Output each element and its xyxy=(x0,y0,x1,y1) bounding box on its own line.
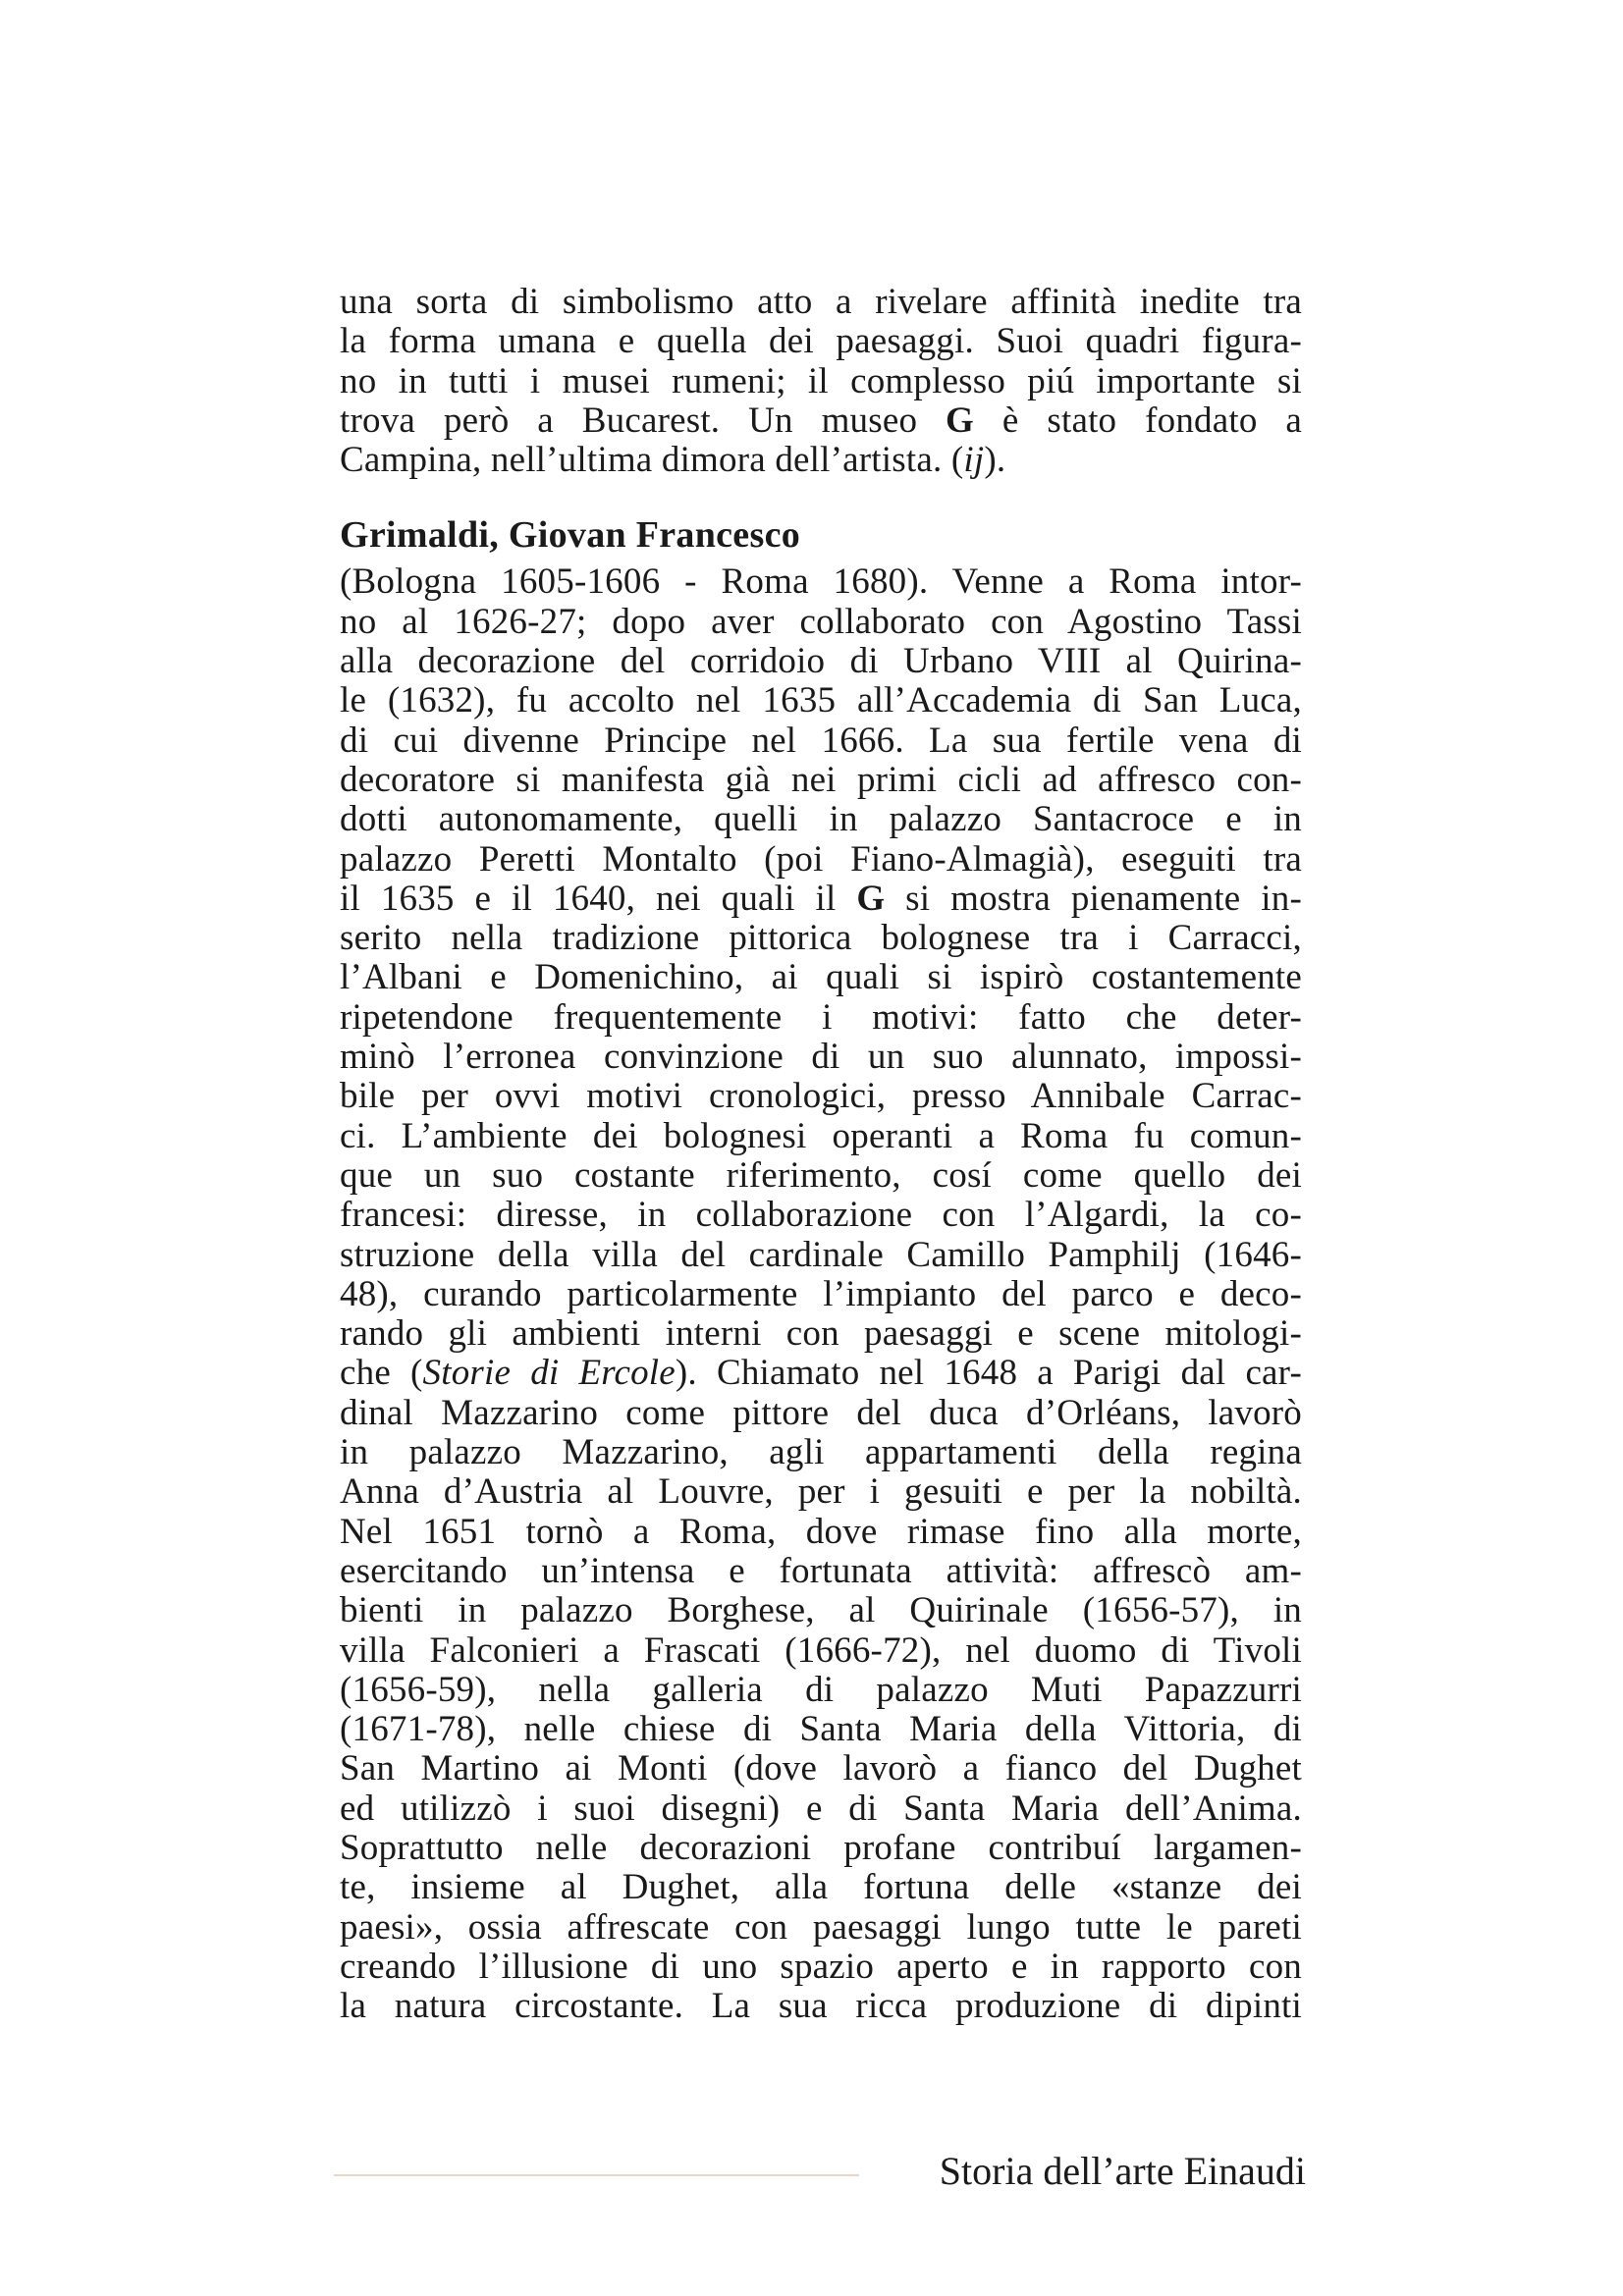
text-line: l’Albani e Domenichino, ai quali si ispirò costantemente xyxy=(340,957,1302,998)
text-line: la natura circostante. La sua ricca produzione di dipinti xyxy=(340,1986,1302,2027)
text-line xyxy=(340,1354,1302,1393)
footer-publication-title: Storia dell’arte Einaudi xyxy=(939,2149,1306,2193)
entry-paragraph xyxy=(340,562,1302,2026)
text-fragment: ). Chiamato nel 1648 a Parigi dal car- xyxy=(675,1353,1302,1394)
entry-abbreviation: G xyxy=(946,400,975,441)
text-line: ripetendone frequentemente i motivi: fatto che deter- xyxy=(340,996,1302,1038)
text-line: (1671-78), nelle chiese di Santa Maria della Vittoria, di xyxy=(340,1709,1302,1750)
text-line: francesi: diresse, in collaborazione con l’Algardi, la co- xyxy=(340,1195,1302,1236)
text-line: dotti autonomamente, quelli in palazzo Santacroce e in xyxy=(340,799,1302,840)
text-line: villa Falconieri a Frascati (1666-72), nel duomo di Tivoli xyxy=(340,1629,1302,1671)
text-line: San Martino ai Monti (dove lavorò a fianco del Dughet xyxy=(340,1748,1302,1789)
text-fragment: che ( xyxy=(340,1353,423,1394)
text-line xyxy=(340,401,1302,441)
entry-abbreviation: G xyxy=(856,878,886,919)
text-fragment: Campina, nell’ultima dimora dell’artista. ( xyxy=(340,440,964,481)
text-line: bienti in palazzo Borghese, al Quirinale (1656-57), in xyxy=(340,1590,1302,1631)
text-fragment: ). xyxy=(984,440,1006,481)
text-block xyxy=(340,283,1302,2026)
text-line: minò l’erronea convinzione di un suo alunnato, impossi- xyxy=(340,1037,1302,1078)
footer-divider xyxy=(334,2174,859,2176)
text-line: no in tutti i musei rumeni; il complesso piú importante si xyxy=(340,360,1302,401)
text-line xyxy=(340,880,1302,919)
text-line: ci. L’ambiente dei bolognesi operanti a Roma fu comun- xyxy=(340,1115,1302,1156)
text-line: la forma umana e quella dei paesaggi. Suoi quadri figura- xyxy=(340,321,1302,362)
text-line: bile per ovvi motivi cronologici, presso Annibale Carrac- xyxy=(340,1076,1302,1117)
text-line xyxy=(340,441,1302,480)
text-line: esercitando un’intensa e fortunata attività: affrescò am- xyxy=(340,1550,1302,1591)
text-line: (Bologna 1605-1606 - Roma 1680). Venne a Roma intor- xyxy=(340,561,1302,603)
text-line: no al 1626-27; dopo aver collaborato con Agostino Tassi xyxy=(340,601,1302,642)
text-line: ed utilizzò i suoi disegni) e di Santa Maria dell’Anima. xyxy=(340,1788,1302,1829)
text-line: di cui divenne Principe nel 1666. La sua fertile vena di xyxy=(340,720,1302,761)
text-line: decoratore si manifesta già nei primi cicli ad affresco con- xyxy=(340,759,1302,800)
text-line: le (1632), fu accolto nel 1635 all’Accademia di San Luca, xyxy=(340,680,1302,721)
text-line: paesi», ossia affrescate con paesaggi lungo tutte le pareti xyxy=(340,1906,1302,1948)
text-line: Soprattutto nelle decorazioni profane contribuí largamen- xyxy=(340,1827,1302,1868)
text-line: que un suo costante riferimento, cosí come quello dei xyxy=(340,1154,1302,1196)
text-line: Anna d’Austria al Louvre, per i gesuiti e per la nobiltà. xyxy=(340,1471,1302,1513)
text-fragment: il 1635 e il 1640, nei quali il xyxy=(340,878,837,919)
text-line: 48), curando particolarmente l’impianto del parco e deco- xyxy=(340,1273,1302,1314)
text-fragment: è stato fondato a xyxy=(1001,400,1302,441)
author-initials: ij xyxy=(963,440,985,481)
text-line: palazzo Peretti Montalto (poi Fiano-Almagià), eseguiti tra xyxy=(340,838,1302,880)
entry-title: Grimaldi, Giovan Francesco xyxy=(340,514,801,557)
page-footer xyxy=(334,2148,1306,2197)
text-line: creando l’illusione di uno spazio aperto e in rapporto con xyxy=(340,1946,1302,1987)
intro-paragraph xyxy=(340,283,1302,480)
text-line: in palazzo Mazzarino, agli appartamenti della regina xyxy=(340,1432,1302,1473)
text-line: una sorta di simbolismo atto a rivelare affinità inedite tra xyxy=(340,282,1302,322)
text-fragment: si mostra pienamente in- xyxy=(905,878,1302,919)
text-line: struzione della villa del cardinale Camillo Pamphilj (1646- xyxy=(340,1234,1302,1275)
text-fragment: trova però a Bucarest. Un museo xyxy=(340,400,918,441)
artwork-title: Storie di Ercole xyxy=(422,1353,676,1394)
text-line: Nel 1651 tornò a Roma, dove rimase fino alla morte, xyxy=(340,1511,1302,1552)
text-line: te, insieme al Dughet, alla fortuna delle «stanze dei xyxy=(340,1867,1302,1908)
text-line: alla decorazione del corridoio di Urbano VIII al Quirina- xyxy=(340,641,1302,682)
text-line: dinal Mazzarino come pittore del duca d’Orléans, lavorò xyxy=(340,1392,1302,1433)
text-line: serito nella tradizione pittorica bolognese tra i Carracci, xyxy=(340,918,1302,959)
text-line: (1656-59), nella galleria di palazzo Muti Papazzurri xyxy=(340,1669,1302,1710)
text-line: rando gli ambienti interni con paesaggi e scene mitologi- xyxy=(340,1313,1302,1355)
